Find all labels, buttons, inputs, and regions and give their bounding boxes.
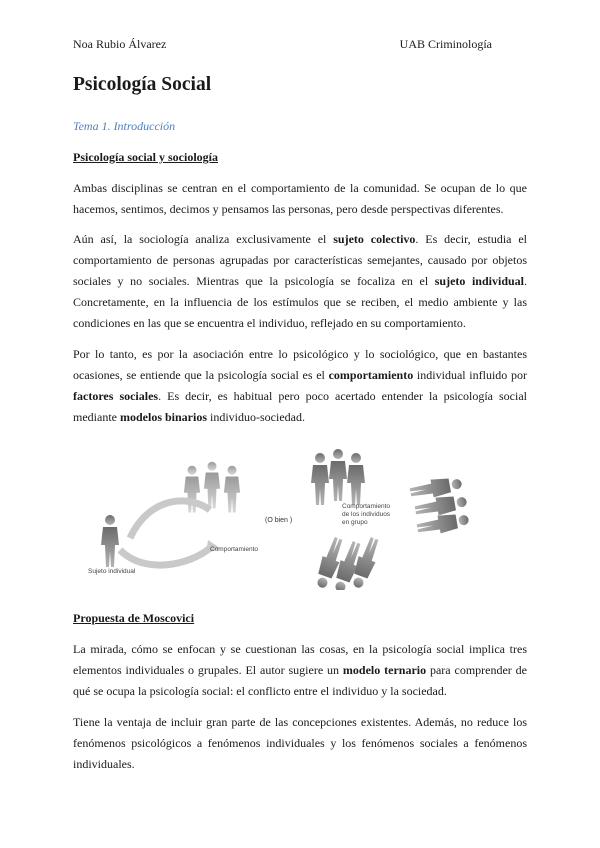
paragraph-3: Por lo tanto, es por la asociación entre lo psicológico y lo sociológico, que en bastantes ocasiones, se entiende que la psicología social es el comportamiento individual influido por factores sociales. Es decir, es habitual pero poco acertado entender la psicología social mediante modelos binarios individuo-sociedad.: [73, 347, 527, 424]
label-sujeto-individual: Sujeto individual: [88, 568, 136, 575]
paragraph-4: La mirada, cómo se enfocan y se cuestionan las cosas, en la psicología social implica tres elementos individuales o grupales. El autor sugiere un modelo ternario para comprender de qué se ocupa la psicología social: el conflicto entre el individuo y la sociedad.: [73, 642, 528, 698]
label-comportamiento-grupo-2: de los individuos: [342, 511, 391, 518]
bold-comportamiento: comportamiento: [328, 368, 414, 382]
curved-arrow-bottom: [120, 548, 210, 565]
section-heading-psicologia-sociologia: Psicología social y sociología: [73, 150, 218, 164]
paragraph-2: Aún así, la sociología analiza exclusivamente el sujeto colectivo. Es decir, estudia el comportamiento de personas agrupadas por características semejantes, causado por objetos sociales y no sociales. Mientras que la psicología se focaliza en el sujeto individual. Concretamente, en la influencia de los estímulos que se reciben, el medio ambiente y las condiciones en las que se encuentra el individuo, reflejado en su comportamiento.: [73, 232, 528, 330]
label-comportamiento-grupo-1: Comportamiento: [342, 503, 391, 510]
page-header: [73, 37, 492, 52]
label-o-bien: (O bien ): [265, 517, 293, 524]
label-comportamiento: Comportamiento: [210, 546, 259, 553]
bold-sujeto-colectivo: sujeto colectivo: [333, 232, 416, 246]
paragraph-5: Tiene la ventaja de incluir gran parte de las concepciones existentes. Además, no reduce los fenómenos psicológicos a fenómenos individuales y los fenómenos sociales a fenómenos individuales.: [73, 715, 527, 771]
individual-person-icon: [101, 515, 119, 567]
header-course: UAB Criminología: [399, 37, 492, 51]
paragraph-1: Ambas disciplinas se centran en el comportamiento de la comunidad. Se ocupan de lo que hacemos, sentimos, decimos y pensamos las personas, pero desde perspectivas diferentes.: [73, 181, 527, 216]
label-comportamiento-grupo-3: en grupo: [342, 519, 368, 526]
bold-factores-sociales: factores sociales: [73, 389, 159, 403]
figure-illustration: [80, 440, 520, 590]
bold-modelo-ternario: modelo ternario: [342, 663, 427, 677]
header-author: Noa Rubio Álvarez: [73, 37, 167, 51]
bold-sujeto-individual: sujeto individual: [434, 274, 524, 288]
group-of-people-right: [311, 449, 470, 590]
bold-modelos-binarios: modelos binarios: [119, 410, 207, 424]
figure-individual-vs-group: [80, 440, 520, 590]
document-subtitle: Tema 1. Introducción: [73, 119, 176, 133]
document-title: Psicología Social: [73, 74, 212, 95]
section-heading-moscovici: Propuesta de Moscovici: [73, 611, 195, 625]
curved-arrow-top: [130, 501, 210, 538]
